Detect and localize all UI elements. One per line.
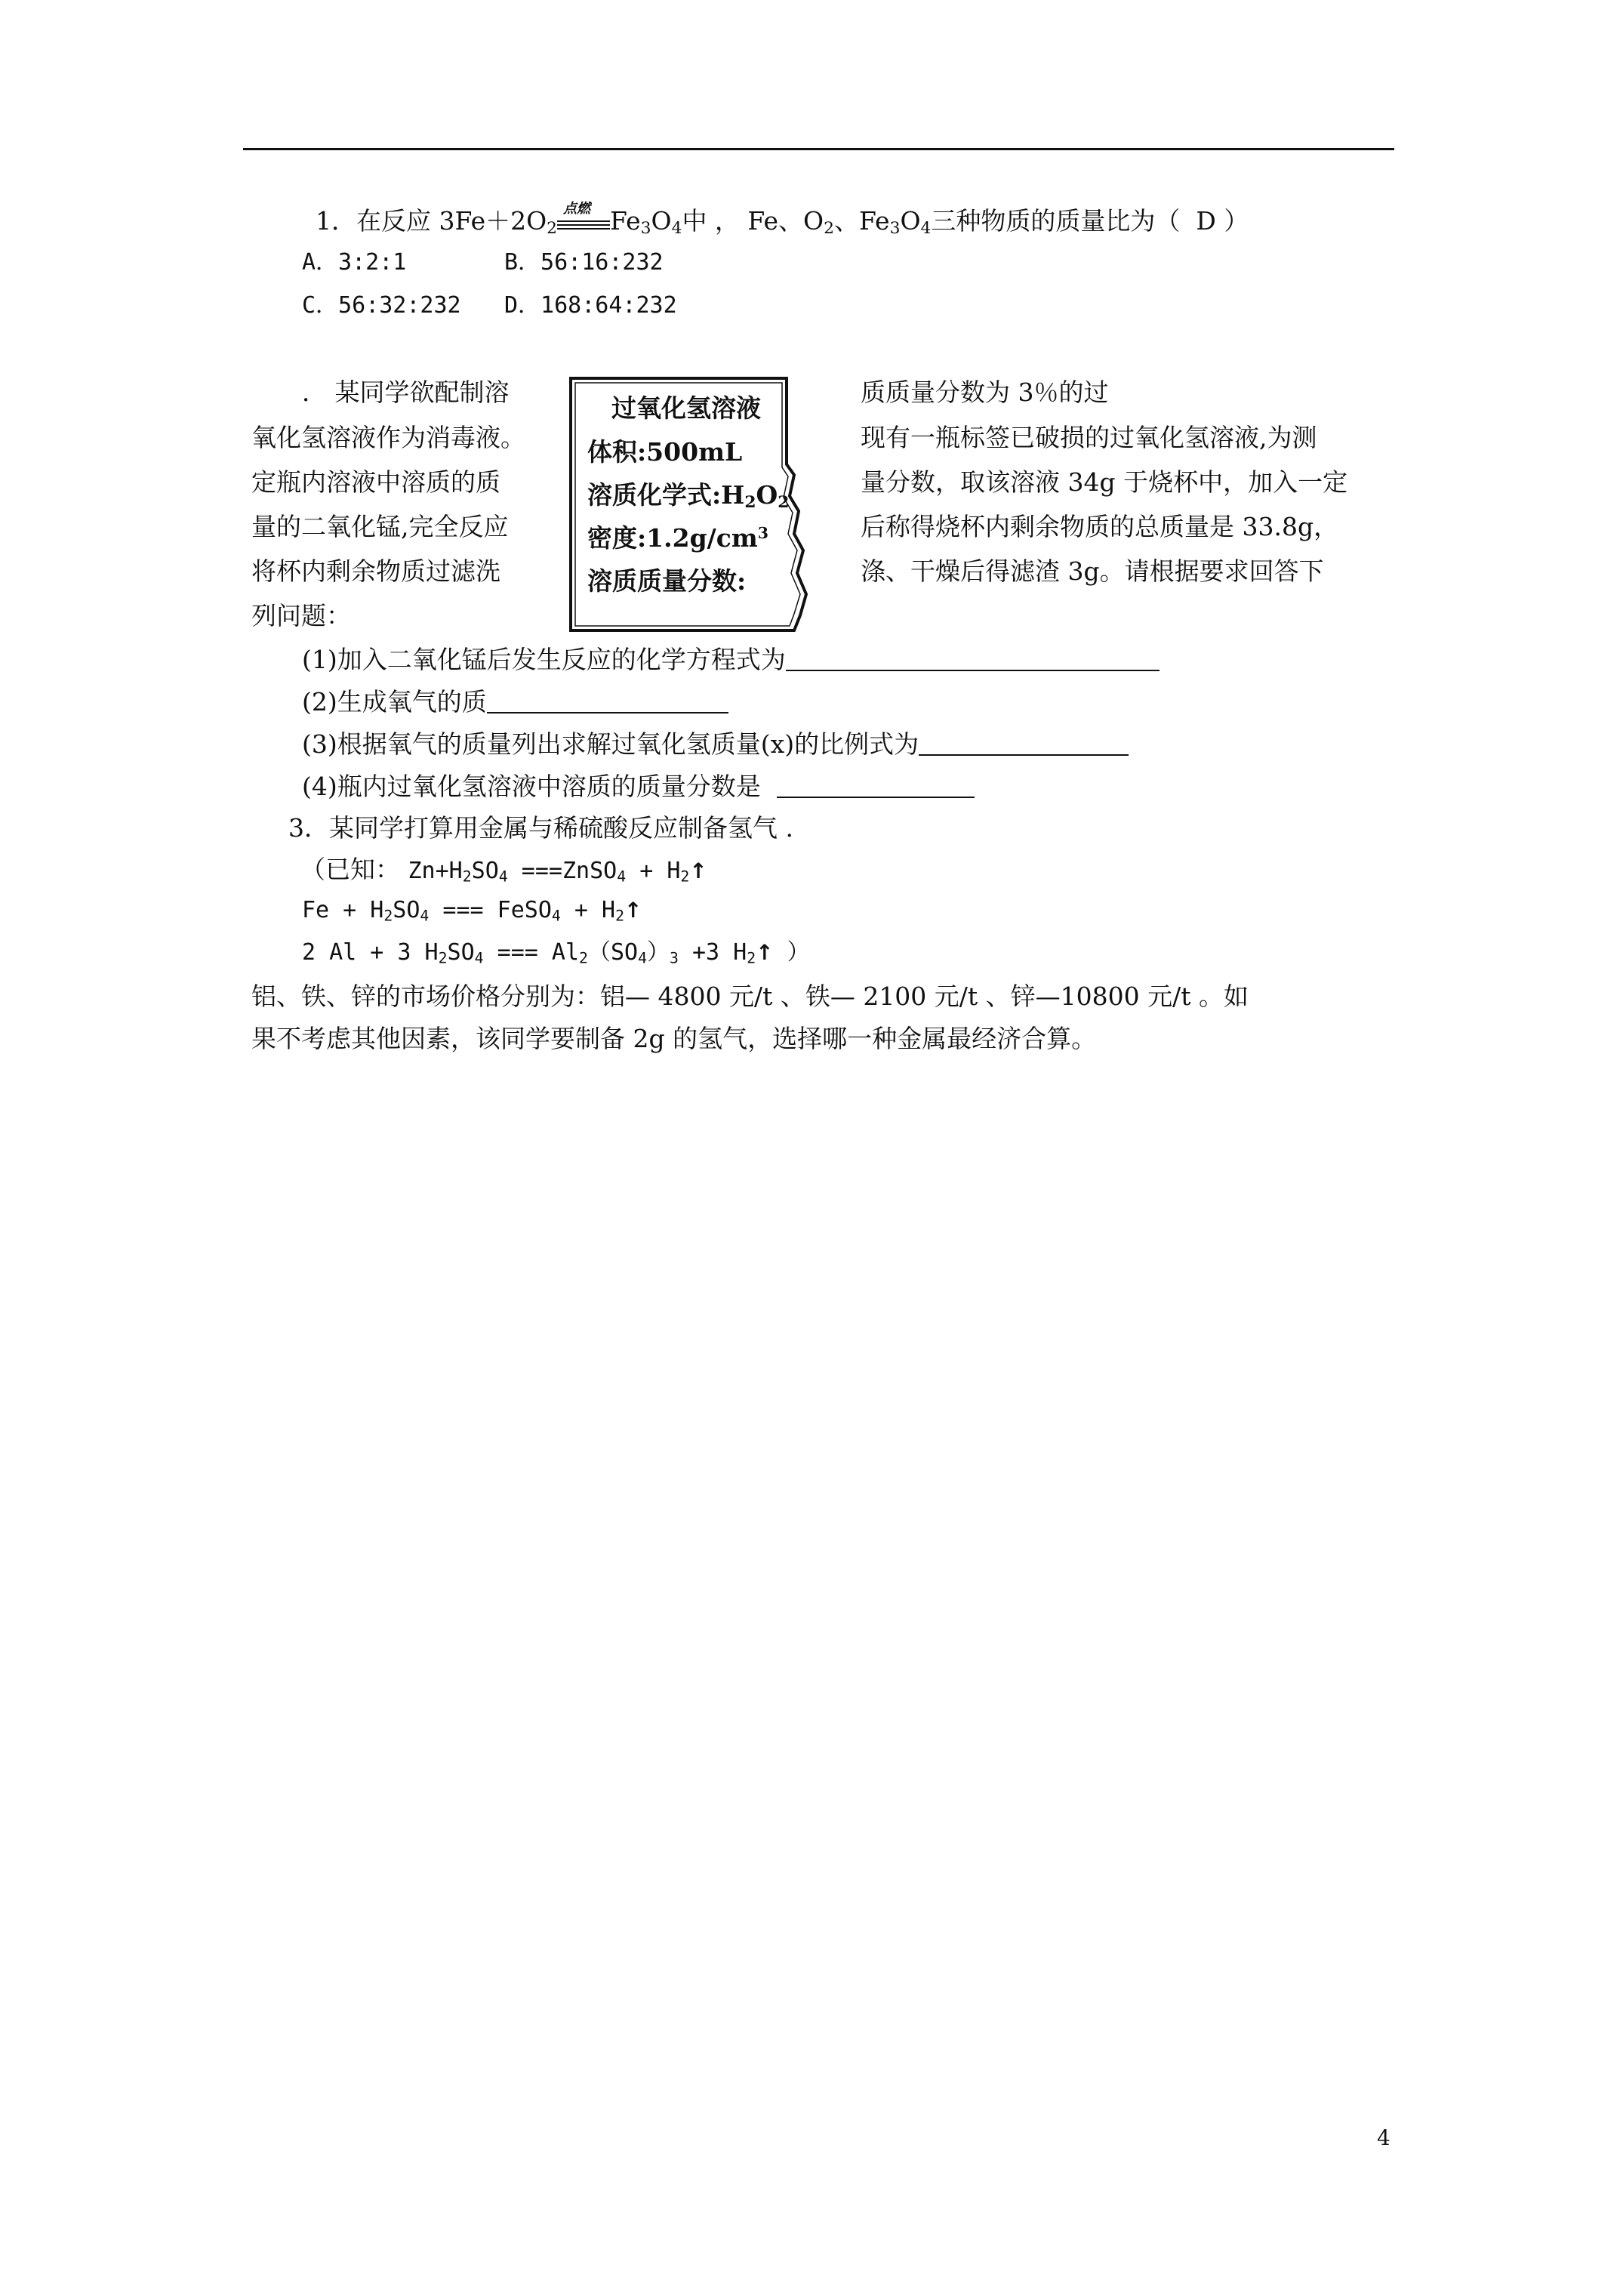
- page-number: 4: [1377, 2125, 1390, 2150]
- q1-option-c: C．56:32:232: [302, 292, 461, 319]
- q1-option-d: D．168:64:232: [504, 292, 677, 319]
- label-mass-fraction: 溶质质量分数:: [587, 566, 747, 596]
- label-density: 密度$:1.2g/cm^3$: [587, 523, 768, 553]
- q1-answer: D: [1196, 206, 1216, 236]
- q1-option-a: A．3:2:1: [302, 249, 407, 276]
- q2-right-line-1: 质质量分数为 3％的过: [861, 378, 1109, 407]
- q2-cont-line: 列问题：: [251, 601, 351, 630]
- gas-up-arrow-icon: ↑: [624, 898, 642, 923]
- q2-right-line-4: 后称得烧杯内剩余物质的总质量是 33.8g，: [861, 512, 1339, 541]
- reaction-condition-arrow: 点燃: [557, 208, 610, 231]
- answer-blank-4[interactable]: [777, 774, 975, 798]
- q2-sub-question-4: (4)瓶内过氧化氢溶液中溶质的质量分数是: [302, 774, 975, 799]
- label-title: 过氧化氢溶液: [611, 393, 761, 423]
- q2-left-line-5: 将杯内剩余物质过滤洗: [251, 556, 500, 586]
- label-formula: 溶质化学式$:H_2O_2$: [587, 480, 790, 512]
- q1-option-b: B．56:16:232: [504, 249, 664, 276]
- q2-sub-question-3: (3)根据氧气的质量列出求解过氧化氢质量(x)的比例式为: [302, 732, 1129, 757]
- header-rule: [243, 148, 1394, 150]
- q2-left-line-4: 量的二氧化锰,完全反应: [251, 512, 509, 541]
- answer-blank-1[interactable]: [786, 647, 1160, 671]
- q2-right-line-3: 量分数，取该溶液 34g 于烧杯中，加入一定: [861, 467, 1348, 497]
- gas-up-arrow-icon: ↑: [756, 940, 774, 965]
- q2-left-line-3: 定瓶内溶液中溶质的质: [251, 467, 500, 497]
- q3-price-line-2: 果不考虑其他因素，该同学要制备 2g 的氢气，选择哪一种金属最经济合算。: [251, 1024, 1097, 1053]
- q2-sub-question-1: (1)加入二氧化锰后发生反应的化学方程式为: [302, 647, 1160, 672]
- q2-sub-question-2: (2)生成氧气的质: [302, 689, 728, 714]
- q3-equation-aluminum: 2 Al + 3 $H_2SO_4$ === $Al_2(SO_4)_3 +3$ $H_2↑$ ）: [302, 939, 810, 967]
- q2-left-line-2: 氧化氢溶液作为消毒液。: [251, 423, 525, 452]
- q3-equation-iron: $Fe + H_2SO_4$ === FeSO$_4$ + $H_2↑$: [302, 897, 642, 925]
- q2-left-line-1: ． 某同学欲配制溶: [302, 378, 510, 407]
- hydrogen-peroxide-label-figure: [568, 375, 808, 634]
- answer-blank-2[interactable]: [487, 689, 728, 713]
- q3-price-line-1: 铝、铁、锌的市场价格分别为：铝— 4800 元/t 、铁— 2100 元/t 、锌—10800 元/t 。如: [251, 982, 1249, 1011]
- gas-up-arrow-icon: ↑: [689, 858, 707, 883]
- q2-right-line-5: 涤、干燥后得滤渣 3g。请根据要求回答下: [861, 556, 1324, 586]
- q3-equation-zinc: （已知： $Zn+H_2SO_4$ ===ZnSO$_4$ + $H_2↑$: [300, 855, 707, 886]
- label-volume: 体积:500mL: [587, 437, 743, 467]
- answer-blank-3[interactable]: [919, 732, 1129, 756]
- q2-right-line-2: 现有一瓶标签已破损的过氧化氢溶液,为测: [861, 423, 1317, 452]
- q3-stem: 3．某同学打算用金属与稀硫酸反应制备氢气 .: [288, 813, 793, 843]
- q1-stem: 1．在反应 $3Fe+2O_2$ 点燃 $Fe_3O_4$中 ， Fe、$O_2$、$Fe_3O_4$三种物质的质量比为（ D ）: [316, 201, 1249, 238]
